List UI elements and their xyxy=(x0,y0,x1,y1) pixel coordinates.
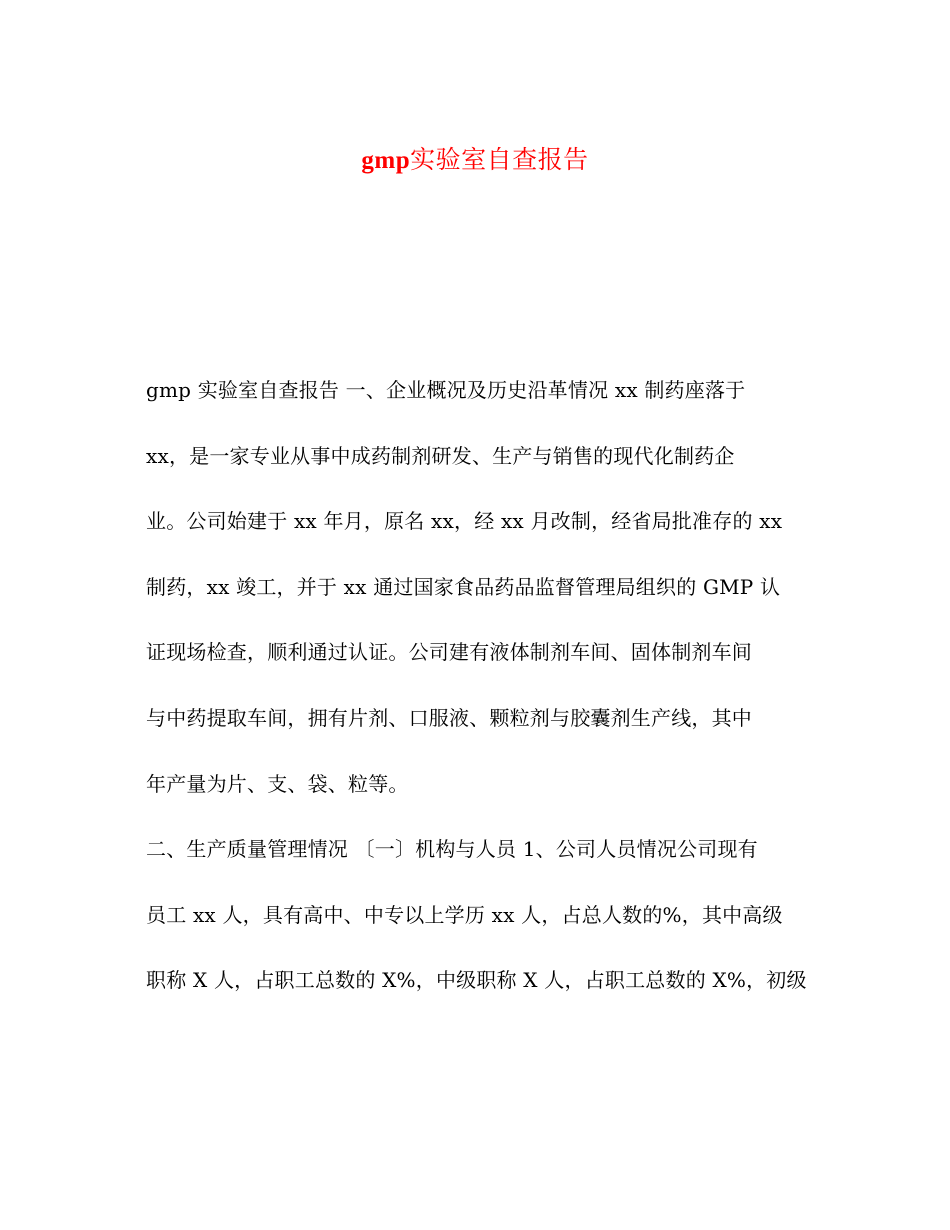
body-line: 二、生产质量管理情况 〔一〕机构与人员 1、公司人员情况公司现有 xyxy=(146,837,758,862)
document-title xyxy=(0,138,950,183)
body-line: 与中药提取车间，拥有片剂、口服液、颗粒剂与胶囊剂生产线，其中 xyxy=(146,705,752,730)
body-line: 年产量为片、支、袋、粒等。 xyxy=(146,771,409,796)
title-chinese-part: 实验室自查报告 xyxy=(410,145,589,174)
body-line: 业。公司始建于 xx 年月，原名 xx，经 xx 月改制，经省局批准存的 xx xyxy=(146,509,783,534)
title-latin-part: gmp xyxy=(361,147,411,174)
document-body xyxy=(146,363,808,1019)
body-line: 制药，xx 竣工，并于 xx 通过国家食品药品监督管理局组织的 GMP 认 xyxy=(146,574,781,599)
body-line: 职称 X 人，占职工总数的 X%，中级职称 X 人，占职工总数的 X%，初级 xyxy=(146,968,807,993)
body-line: 员工 xx 人，具有高中、中专以上学历 xx 人，占总人数的%，其中高级 xyxy=(146,902,783,927)
body-line: 证现场检查，顺利通过认证。公司建有液体制剂车间、固体制剂车间 xyxy=(146,640,752,665)
body-line: gmp 实验室自查报告 一、企业概况及历史沿革情况 xx 制药座落于 xyxy=(146,378,746,402)
body-line: xx，是一家专业从事中成药制剂研发、生产与销售的现代化制药企 xyxy=(146,443,735,468)
